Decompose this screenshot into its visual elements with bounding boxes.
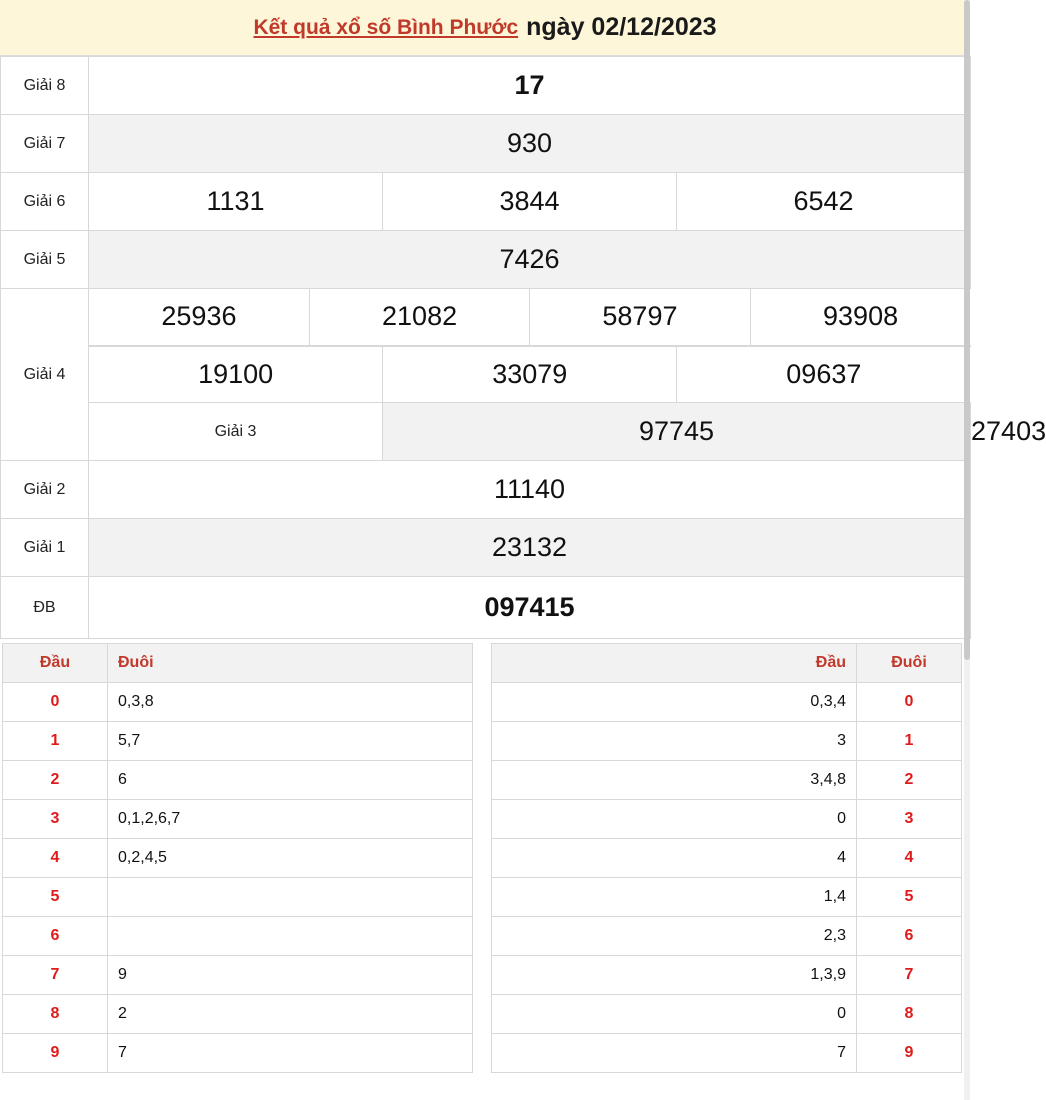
tail-key-9: 9 [857, 1034, 962, 1073]
head-val-6 [108, 917, 473, 956]
prize-label-g3: Giải 3 [89, 403, 383, 461]
table-row-g8 [1, 57, 971, 115]
prize-value-g4-3: 58797 [530, 289, 750, 345]
table-row [3, 839, 473, 878]
table-row [492, 800, 962, 839]
head-val-9: 7 [108, 1034, 473, 1073]
table-row [492, 995, 962, 1034]
prize-value-g6-1: 1131 [89, 173, 383, 231]
head-key-4: 4 [3, 839, 108, 878]
head-val-0: 0,3,8 [108, 683, 473, 722]
table-row [3, 800, 473, 839]
head-key-0: 0 [3, 683, 108, 722]
tail-key-3: 3 [857, 800, 962, 839]
prize-label-db: ĐB [1, 577, 89, 639]
head-tail-left-header [3, 644, 473, 683]
table-row [492, 917, 962, 956]
page-scrollbar-track[interactable] [964, 0, 970, 1100]
table-row-g6 [1, 173, 971, 231]
table-row [3, 878, 473, 917]
tail-key-8: 8 [857, 995, 962, 1034]
table-row-g5 [1, 231, 971, 289]
tail-key-0: 0 [857, 683, 962, 722]
prize-label-g2: Giải 2 [1, 461, 89, 519]
tail-key-6: 6 [857, 917, 962, 956]
table-row [492, 761, 962, 800]
head-tail-section [0, 643, 970, 1073]
prize-value-g4-1: 25936 [89, 289, 309, 345]
table-row [3, 995, 473, 1034]
head-key-3: 3 [3, 800, 108, 839]
tail-key-4: 4 [857, 839, 962, 878]
table-row [3, 761, 473, 800]
tail-val-7: 1,3,9 [492, 956, 857, 995]
tail-val-3: 0 [492, 800, 857, 839]
table-row [3, 1034, 473, 1073]
tail-val-8: 0 [492, 995, 857, 1034]
prize-value-g8: 17 [89, 57, 971, 115]
col-header-duoi-left: Đuôi [108, 644, 473, 683]
head-val-4: 0,2,4,5 [108, 839, 473, 878]
prize-value-g3-1: 97745 [383, 403, 971, 461]
prize-label-g1: Giải 1 [1, 519, 89, 577]
page-header [0, 0, 970, 56]
prize-value-g4-2: 21082 [309, 289, 529, 345]
table-row [3, 956, 473, 995]
head-tail-right-header [492, 644, 962, 683]
head-val-1: 5,7 [108, 722, 473, 761]
table-row [492, 683, 962, 722]
prize-value-g5: 7426 [89, 231, 971, 289]
head-key-2: 2 [3, 761, 108, 800]
prize-label-g4: Giải 4 [1, 289, 89, 461]
head-val-3: 0,1,2,6,7 [108, 800, 473, 839]
prize-value-g4-7: 09637 [677, 346, 971, 402]
table-row-g3: Giải 3 97745 27403 [1, 403, 971, 461]
table-row [492, 839, 962, 878]
col-header-duoi-right: Đuôi [857, 644, 962, 683]
tail-val-6: 2,3 [492, 917, 857, 956]
tail-val-0: 0,3,4 [492, 683, 857, 722]
tail-key-7: 7 [857, 956, 962, 995]
tail-val-5: 1,4 [492, 878, 857, 917]
table-row-g2 [1, 461, 971, 519]
prize-results-table [0, 56, 1046, 639]
head-key-1: 1 [3, 722, 108, 761]
tail-key-2: 2 [857, 761, 962, 800]
prize-label-g5: Giải 5 [1, 231, 89, 289]
head-val-2: 6 [108, 761, 473, 800]
prize-value-g1: 23132 [89, 519, 971, 577]
table-row [492, 722, 962, 761]
col-header-dau-left: Đầu [3, 644, 108, 683]
table-row [492, 878, 962, 917]
table-row [3, 683, 473, 722]
prize-value-g6-3: 6542 [677, 173, 971, 231]
prize-value-g2: 11140 [89, 461, 971, 519]
head-val-5 [108, 878, 473, 917]
tail-val-2: 3,4,8 [492, 761, 857, 800]
head-val-7: 9 [108, 956, 473, 995]
page-title-link[interactable]: Kết quả xổ số Bình Phước [253, 15, 519, 39]
table-row-g4-a [1, 289, 971, 403]
head-tail-table-right [491, 643, 962, 1073]
prize-label-g7: Giải 7 [1, 115, 89, 173]
col-header-dau-right: Đầu [492, 644, 857, 683]
head-key-6: 6 [3, 917, 108, 956]
head-key-7: 7 [3, 956, 108, 995]
prize-label-g8: Giải 8 [1, 57, 89, 115]
page-scrollbar-thumb[interactable] [964, 0, 970, 660]
tail-key-1: 1 [857, 722, 962, 761]
table-row [492, 1034, 962, 1073]
result-date: ngày 02/12/2023 [526, 13, 717, 41]
prize-value-g6-2: 3844 [383, 173, 677, 231]
prize-value-db: 097415 [89, 577, 971, 639]
table-row-g1 [1, 519, 971, 577]
head-val-8: 2 [108, 995, 473, 1034]
prize-value-g4-5: 19100 [89, 346, 383, 402]
head-key-8: 8 [3, 995, 108, 1034]
prize-value-g7: 930 [89, 115, 971, 173]
table-row-g7 [1, 115, 971, 173]
head-key-9: 9 [3, 1034, 108, 1073]
tail-val-4: 4 [492, 839, 857, 878]
tail-val-1: 3 [492, 722, 857, 761]
tail-key-5: 5 [857, 878, 962, 917]
prize-value-g4-6: 33079 [383, 346, 677, 402]
prize-label-g6: Giải 6 [1, 173, 89, 231]
head-tail-table-left [2, 643, 473, 1073]
table-row-db [1, 577, 971, 639]
head-key-5: 5 [3, 878, 108, 917]
table-row [492, 956, 962, 995]
table-row [3, 722, 473, 761]
tail-val-9: 7 [492, 1034, 857, 1073]
table-row [3, 917, 473, 956]
prize-value-g4-4: 93908 [750, 289, 970, 345]
